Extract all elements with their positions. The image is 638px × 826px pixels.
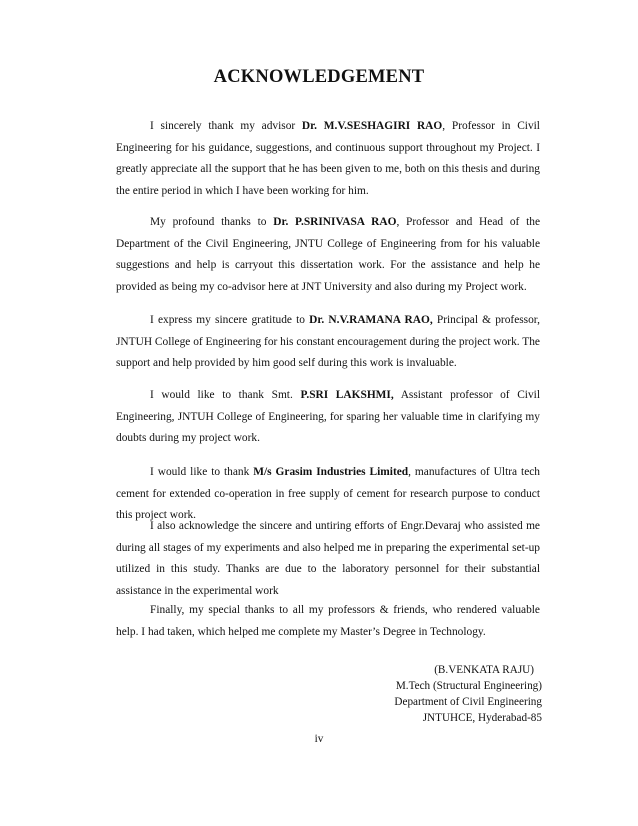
company-name: M/s Grasim Industries Limited bbox=[253, 466, 409, 478]
signatory-department: Department of Civil Engineering bbox=[394, 696, 542, 708]
paragraph-text: I would like to thank Smt. bbox=[150, 389, 301, 401]
signatory-institution: JNTUHCE, Hyderabad-85 bbox=[422, 712, 542, 724]
page-title: ACKNOWLEDGEMENT bbox=[213, 67, 425, 87]
paragraph-principal bbox=[116, 310, 540, 375]
person-name: Dr. N.V.RAMANA RAO, bbox=[309, 314, 433, 326]
paragraph-text: Principal & professor, JNTUH College of Engineering for his constant encouragement during the project work. The support and help provided by him good self during this work is invaluable. bbox=[116, 314, 540, 369]
paragraph-text: Assistant professor of Civil Engineering, JNTUH College of Engineering, for sparing her valuable time in clarifying my doubts during my project work. bbox=[116, 389, 540, 444]
paragraph-advisor bbox=[116, 116, 540, 202]
paragraph-text: Finally, my special thanks to all my professors & friends, who rendered valuable help. I had taken, which helped me complete my Master’s Degree in Technology. bbox=[116, 604, 540, 638]
paragraph-lab-staff bbox=[116, 516, 540, 602]
paragraph-text: I also acknowledge the sincere and untiring efforts of Engr.Devaraj who assisted me during all stages of my experiments and also helped me in preparing the experimental set-up utilized in this study. Thanks are due to the laboratory personnel for their substantial assistance in the experimental work bbox=[116, 520, 540, 597]
signatory-degree: M.Tech (Structural Engineering) bbox=[395, 680, 542, 692]
person-name: P.SRI LAKSHMI, bbox=[300, 389, 394, 401]
paragraph-text: , Professor in Civil Engineering for his guidance, suggestions, and continuous support throughout my Project. I greatly appreciate all the support that he has been given to me, both on this thesis and during the entire period in which I have been working for him. bbox=[116, 120, 540, 197]
paragraph-text: I would like to thank bbox=[150, 466, 254, 478]
person-name: Dr. M.V.SESHAGIRI RAO bbox=[301, 120, 443, 132]
paragraph-text: My profound thanks to bbox=[150, 216, 274, 228]
paragraph-text: I sincerely thank my advisor bbox=[150, 120, 302, 132]
paragraph-text: I express my sincere gratitude to bbox=[150, 314, 310, 326]
paragraph-final-thanks bbox=[116, 600, 540, 643]
signature-block bbox=[342, 662, 542, 726]
paragraph-assistant-professor bbox=[116, 385, 540, 450]
signatory-name: (B.VENKATA RAJU) bbox=[434, 664, 534, 676]
paragraph-hod bbox=[116, 212, 540, 298]
paragraph-text: , Professor and Head of the Department of the Civil Engineering, JNTU College of Engineering from for his valuable suggestions and help is carryout this dissertation work. For the assistance and help he provided as being my co-advisor here at JNT University and also during my Project work. bbox=[116, 216, 540, 293]
page-number: iv bbox=[314, 733, 324, 745]
person-name: Dr. P.SRINIVASA RAO bbox=[273, 216, 397, 228]
paragraph-text: , manufactures of Ultra tech cement for extended co-operation in free supply of cement for research purpose to conduct this project work. bbox=[116, 466, 540, 521]
